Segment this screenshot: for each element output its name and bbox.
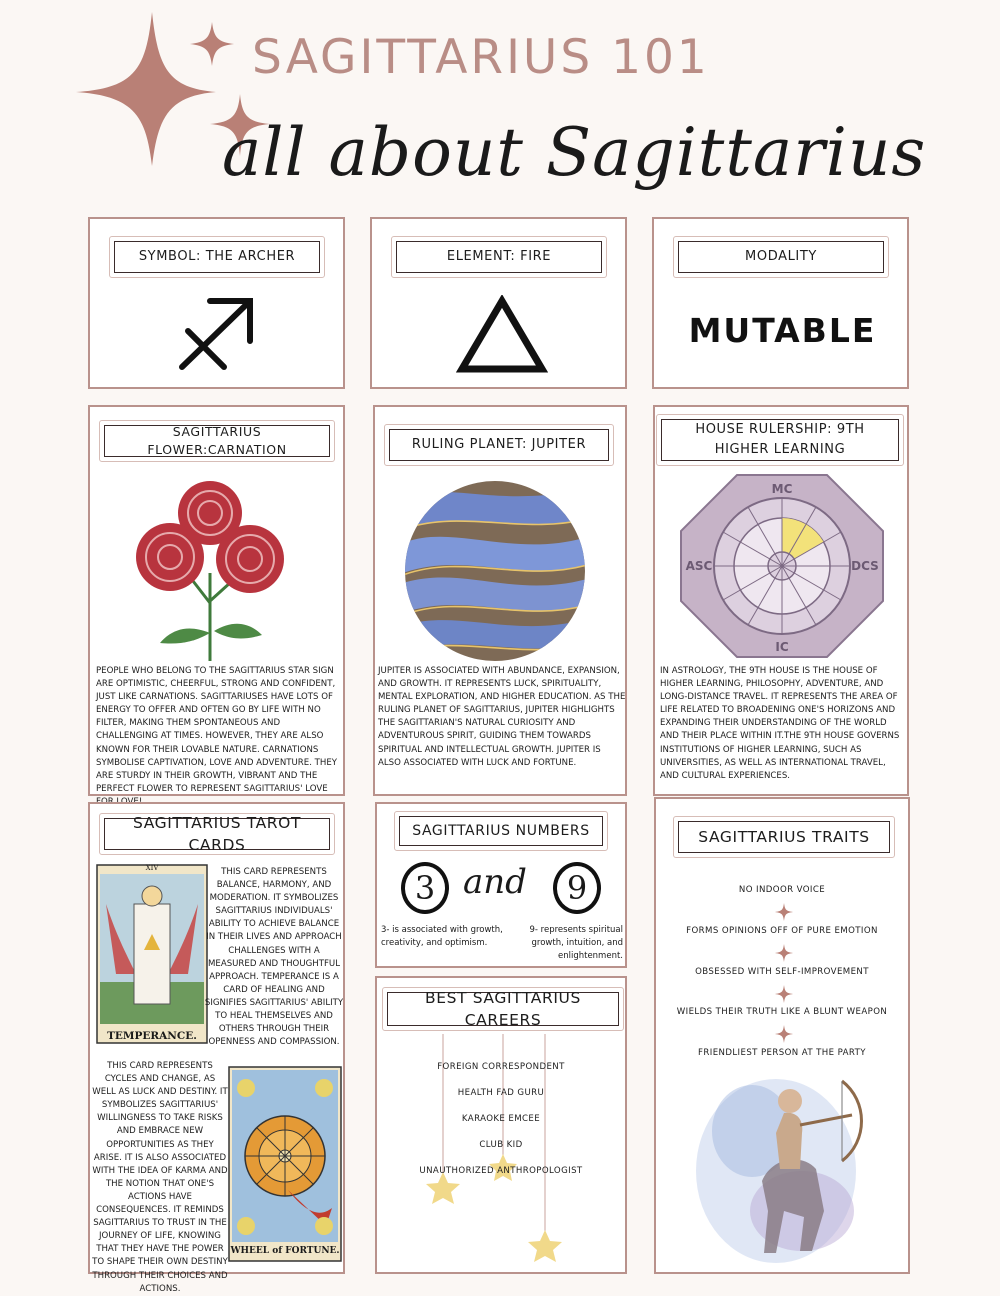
wheel-of-fortune-description: THIS CARD REPRESENTS CYCLES AND CHANGE, AS WELL AS LUCK AND DESTINY. IT SYMBOLIZES SAGITTARIUS' WILLINGNESS TO TAKE RISKS AND EMBRACE NEW OPPORTUNITIES AS THEY ARISE. IT IS ALSO ASSOCIATED WITH THE IDEA OF KARMA AND THE NOTION THAT ONE'S ACTIONS HAVE CONSEQUENCES. IT REMINDS SAGITTARIUS TO TRUST IN THE JOURNEY OF LIFE, KNOWING THAT THEY HAVE THE POWER TO SHAPE THEIR OWN DESTINY THROUGH THEIR CHOICES AND ACTIONS. [92,1061,228,1294]
traits-card [654,797,910,1274]
wheel-mc-label: MC [771,482,793,496]
fire-triangle-icon [456,295,548,375]
number-three-description: 3- is associated with growth, creativity, and optimism. [381,925,503,948]
trait-item: FRIENDLIEST PERSON AT THE PARTY [698,1048,866,1058]
temperance-numeral: XIV [145,864,159,872]
wheel-ic-label: IC [775,640,789,654]
sparkle-divider-icon [775,944,793,962]
star-icon [528,1230,562,1262]
page-subtitle: all about Sagittarius [222,114,927,191]
trait-item: OBSESSED WITH SELF-IMPROVEMENT [695,967,869,977]
traits-label: SAGITTARIUS TRAITS [678,821,890,853]
career-item: UNAUTHORIZED ANTHROPOLOGIST [419,1166,583,1176]
career-item: CLUB KID [479,1140,523,1150]
number-nine-circle [553,862,601,914]
house-card [653,405,909,796]
flower-description: PEOPLE WHO BELONG TO THE SAGITTARIUS STAR SIGN ARE OPTIMISTIC, CHEERFUL, STRONG AND CONFIDENT, JUST LIKE CARNATIONS. SAGITTARIUSES HAVE LOTS OF ENERGY TO OFFER AND OFTEN GO BY LIFE WITH NO FILTER, MAKING THEM SPONTANEOUS AND CHALLENGING AT TIMES. HOWEVER, THEY ARE ALSO KNOWN FOR THEIR LOVABLE NATURE. CARNATIONS SYMBOLISE CAPTIVATION, LOVE AND ADVENTURE. THEY ARE STURDY IN THEIR GROWTH, VIBRANT AND THE PERFECT FLOWER TO REPRESENT SAGITTARIUS' LOVE [96,666,338,794]
trait-item: NO INDOOR VOICE [738,885,826,895]
element-card [370,217,627,389]
number-nine: 9 [566,869,588,907]
house-label-line2: HIGHER LEARNING [714,442,846,457]
large-sparkle-icon [76,12,216,166]
planet-card [373,405,627,796]
wheel-asc-label: ASC [685,559,713,573]
symbol-card [88,217,345,389]
sparkle-divider-icon [775,1025,793,1043]
career-item: HEALTH FAD GURU [457,1088,545,1098]
careers-card [375,976,627,1274]
planet-label: RULING PLANET: JUPITER [389,429,609,461]
zodiac-house-wheel-image [677,471,887,661]
house-label-line1: HOUSE RULERSHIP: 9TH [695,422,865,437]
tarot-card [88,802,345,1294]
jupiter-planet-image [403,479,587,663]
flower-label: SAGITTARIUS FLOWER:CARNATION [104,425,330,457]
centaur-archer-watercolor-image [692,1061,882,1267]
tarot-label: SAGITTARIUS TAROT CARDS [104,818,330,850]
symbol-label: SYMBOL: THE ARCHER [114,241,320,273]
carnation-flower-image [130,473,300,663]
numbers-card [375,802,627,968]
number-three: 3 [414,869,436,907]
sparkle-divider-icon [775,985,793,1003]
number-three-circle [401,862,449,914]
temperance-card-name: TEMPERANCE. [107,1030,197,1042]
modality-card [652,217,909,389]
number-nine-description: 9- represents spiritual growth, intuition, and enlightenment. [529,925,623,961]
element-label: ELEMENT: FIRE [396,241,602,273]
sparkle-divider-icon [775,903,793,921]
modality-label: MODALITY [678,241,884,273]
career-item: FOREIGN CORRESPONDENT [437,1062,565,1072]
modality-value: MUTABLE [688,311,877,350]
careers-label: BEST SAGITTARIUS CAREERS [387,992,619,1026]
flower-card [88,405,345,796]
career-item: KARAOKE EMCEE [461,1114,541,1124]
numbers-label: SAGITTARIUS NUMBERS [399,816,603,846]
house-label [661,419,899,461]
sagittarius-glyph-icon [176,295,256,373]
temperance-tarot-card-image [96,864,208,1044]
star-icon [426,1172,460,1204]
small-sparkle-icon [190,22,234,66]
page-title: SAGITTARIUS 101 [252,30,710,85]
planet-description: JUPITER IS ASSOCIATED WITH ABUNDANCE, EXPANSION, AND GROWTH. IT REPRESENTS LUCK, SPIRITUALITY, MENTAL EXPLORATION, AND HIGHER EDUCATION. AS THE RULING PLANET OF SAGITTARIUS, JUPITER HIGHLIGHTS THE SAGITTARIAN'S NATURAL CURIOSITY AND ADVENTUROUS SPIRIT, GUIDING THEM TOWARDS SPIRITUAL AND INTELLECTUAL GROWTH. JUPITER IS ALSO ASSOCIATED WITH LUCK AND FORTUNE. [378,666,626,768]
wheel-dcs-label: DCS [851,559,879,573]
house-description: IN ASTROLOGY, THE 9TH HOUSE IS THE HOUSE OF HIGHER LEARNING, PHILOSOPHY, ADVENTURE, AND LONG-DISTANCE TRAVEL. IT REPRESENTS THE AREA OF LIFE RELATED TO BROADENING ONE'S HORIZONS AND EXPANDING THEIR UNDERSTANDING OF THE WORLD AND THEIR PLACE WITHIN IT.THE 9TH HOUSE GOVERNS INSTITUTIONS OF HIGHER LEARNING, SUCH AS UNIVERSITIES, AS WELL AS INTERNATIONAL TRAVEL, AND CULTURAL EXPERIENCES. [660,666,900,781]
trait-item: WIELDS THEIR TRUTH LIKE A BLUNT WEAPON [676,1007,888,1017]
wheel-of-fortune-tarot-card-image [228,1066,342,1262]
trait-item: FORMS OPINIONS OFF OF PURE EMOTION [686,926,878,936]
wheel-of-fortune-card-name: WHEEL of FORTUNE. [230,1246,340,1256]
temperance-description: THIS CARD REPRESENTS BALANCE, HARMONY, AND MODERATION. IT SYMBOLIZES SAGITTARIUS INDIVIDUALS' ABILITY TO ACHIEVE BALANCE IN THEIR LIVES AND APPROACH CHALLENGES WITH A MEASURED AND THOUGHTFUL APPROACH. TEMPERANCE IS A CARD OF HEALING AND SIGNIFIES SAGITTARIUS' ABILITY TO HEAL THEMSELVES AND OTHERS THROUGH THEIR OPENNESS AND COMPASSION. [204,867,344,1048]
numbers-and-word: and [463,862,527,902]
